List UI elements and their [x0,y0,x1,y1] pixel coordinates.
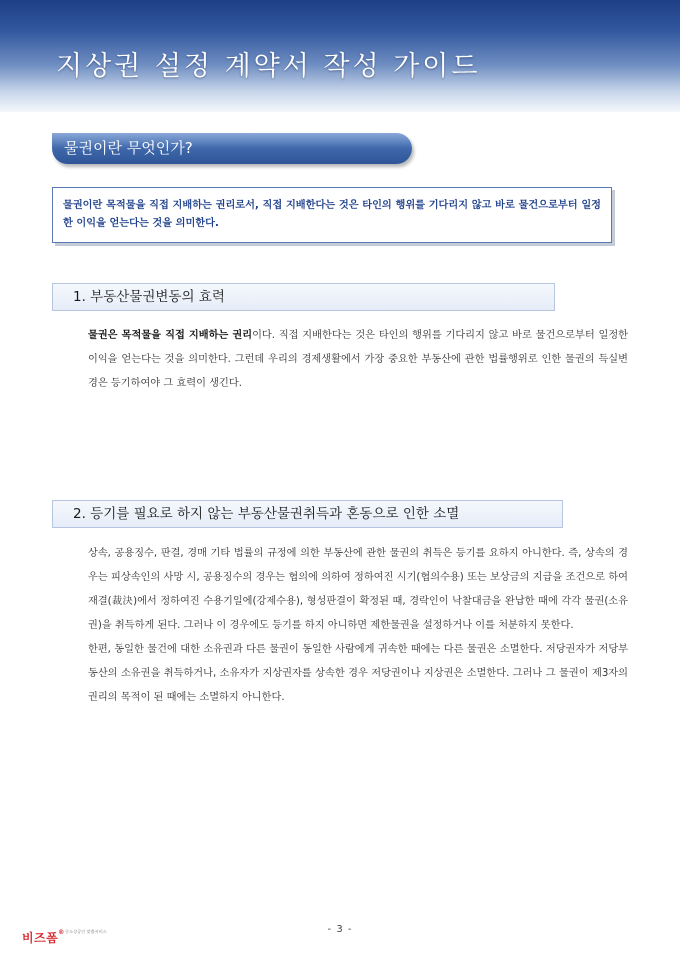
logo-tagline: 중소상공인 맞춤서비스 [65,929,107,934]
definition-box: 물권이란 목적물을 직접 지배하는 권리로서, 직접 지배한다는 것은 타인의 행위를 기다리지 않고 바로 물건으로부터 일정한 이익을 얻는다는 것을 의미한다. [52,187,612,243]
section-1-body [88,324,628,396]
paragraph [88,324,628,396]
bold-phrase: 물권은 목적물을 직접 지배하는 권리 [88,330,253,341]
bizforms-logo [22,928,142,946]
section-heading-2: 2. 등기를 필요로 하지 않는 부동산물권취득과 혼동으로 인한 소멸 [52,500,563,528]
question-pill: 물권이란 무엇인가? [52,133,412,164]
paragraph: 한편, 동일한 물건에 대한 소유권과 다른 물권이 동일한 사람에게 귀속한 때에는 다른 물권은 소멸한다. 저당권자가 저당부동산의 소유권을 취득하거나, 소유자가 지상권자를 상속한 경우 저당권이나 지상권은 소멸한다. 그러나 그 물권이 제3자의 권리의 목적이 된 때에는 소멸하지 아니한다. [88,644,628,703]
section-2-body [88,542,628,710]
document-title: 지상권 설정 계약서 작성 가이드 [56,51,481,82]
paragraph-text: 이다. 직접 지배한다는 것은 타인의 행위를 기다리지 않고 바로 물건으로부터 일정한 이익을 얻는다는 것을 의미한다. 그런데 우리의 경제생활에서 가장 중요한 부동산에 관한 법률행위로 인한 물권의 득실변경은 등기하여야 그 효력이 생긴다. [88,330,629,389]
paragraph: 상속, 공용징수, 판결, 경매 기타 법률의 규정에 의한 부동산에 관한 물권의 취득은 등기를 요하지 아니한다. 즉, 상속의 경우는 피상속인의 사망 시, 공용징수의 경우는 협의에 의하여 정하여진 시기(협의수용) 또는 보상금의 지급을 조건으로 하여 재결(裁決)에서 정하여진 수용기일에(강제수용), 형성판결이 확정된 때, 경락인이 낙찰대금을 완납한 때에 각각 물권(소유권)을 취득하게 된다. 그러나 이 경우에도 등기를 하지 아니하면 제한물권을 설정하거나 이를 처분하지 못한다. [88,548,628,631]
logo-wordmark: 비즈폼® [22,929,65,945]
section-heading-1: 1. 부동산물권변동의 효력 [52,283,555,311]
page-number: - 3 - [327,924,353,935]
registered-mark-icon: ® [58,929,65,936]
